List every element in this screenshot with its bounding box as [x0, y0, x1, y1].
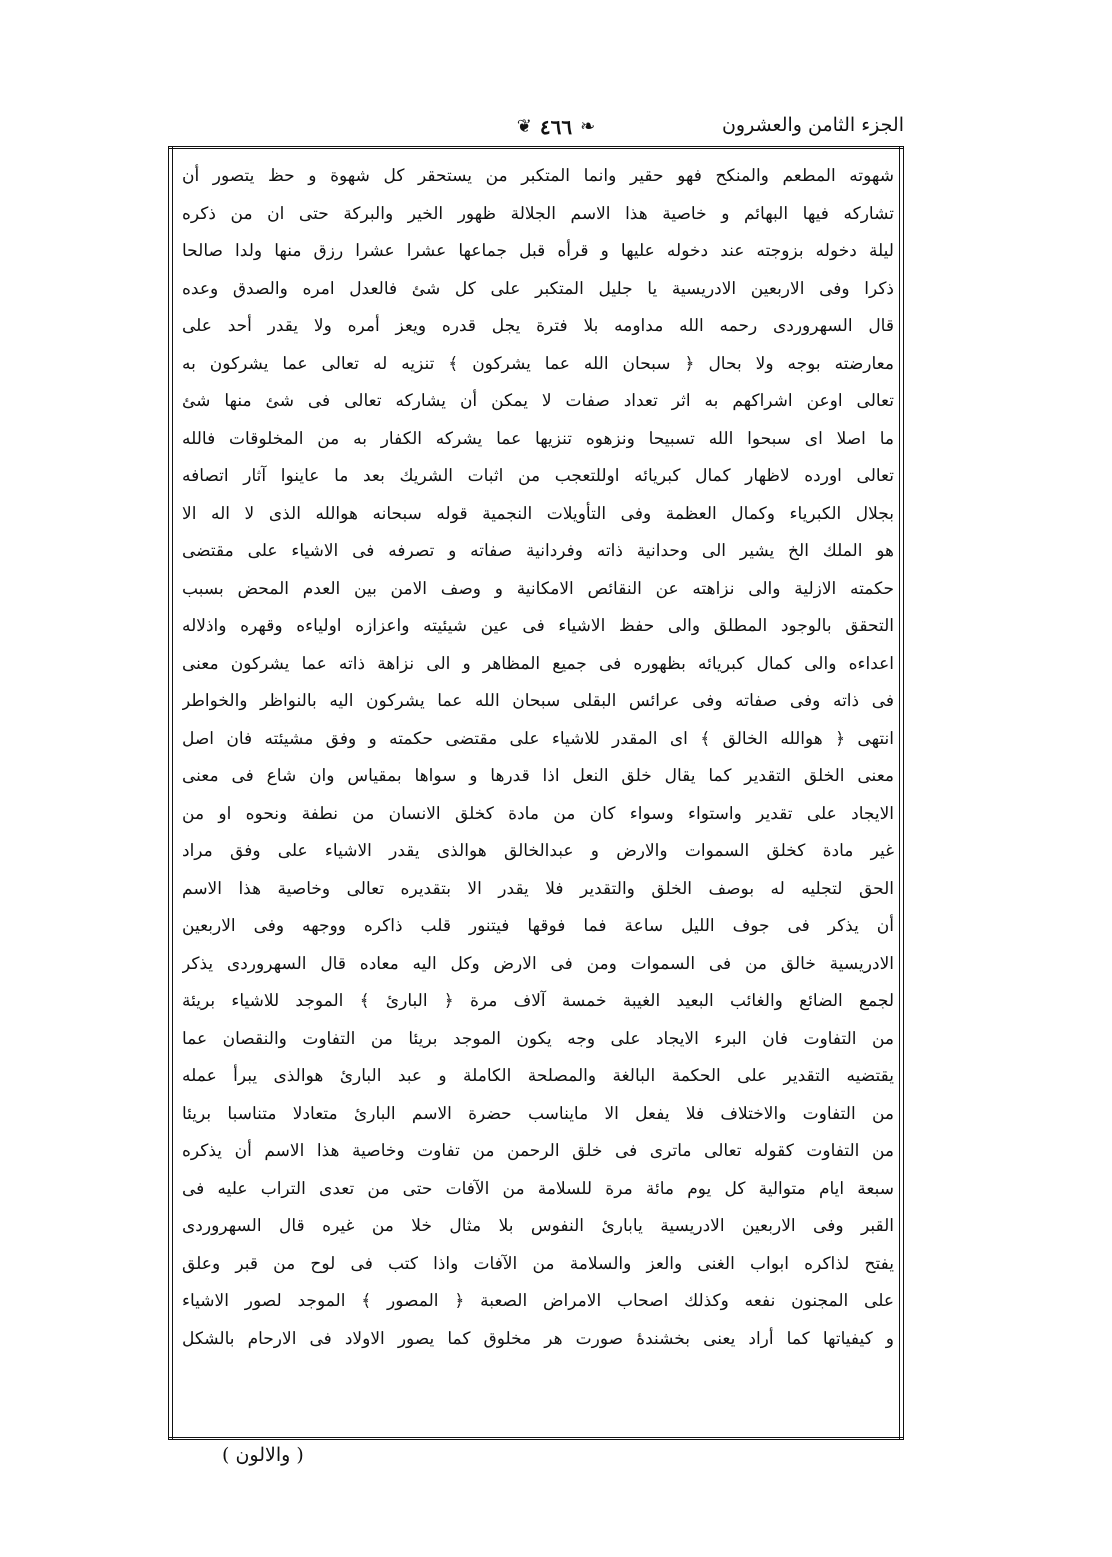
text-line: على المجنون نفعه وكذلك اصحاب الامراض الصعبة ﴿ المصور ﴾ الموجد لصور الاشياء — [182, 1291, 894, 1311]
catchword: ( والالون ) — [222, 1444, 304, 1466]
text-line: انتهى ﴿ هوالله الخالق ﴾ اى المقدر للاشياء على مقتضى حكمته و وفق مشيئته فان اصل — [182, 728, 894, 749]
text-line: غير مادة كخلق السموات والارض و عبدالخالق هوالذى يقدر الاشياء على وفق مراد — [182, 841, 894, 861]
text-line: شهوته المطعم والمنكح فهو حقير وانما المتكبر من يستحقر كل شهوة و حظ يتصور أن — [182, 166, 894, 186]
page-header — [168, 112, 904, 146]
text-line: الادريسية خالق من فى السموات ومن فى الارض وكل اليه معاده قال السهروردى يذكر — [182, 953, 894, 974]
text-line: ما اصلا اى سبحوا الله تسبيحا ونزهوه تنزيها عما يشركه الكفار به من المخلوقات فالله — [182, 428, 894, 449]
text-line: تعالى اوعن اشراكهم به اثر تعداد صفات لا يمكن أن يشاركه تعالى فى شئ منها شئ — [182, 391, 894, 411]
right-ornament-icon: ❧ — [580, 116, 596, 137]
left-double-rule — [168, 146, 173, 1440]
text-line: سبعة ايام متوالية كل يوم مائة مرة للسلامة من الآفات حتى من تعدى التراب عليه فى — [182, 1178, 894, 1199]
text-line: ذكرا وفى الاربعين الادريسية يا جليل المتكبر على كل شئ فالعدل امره والصدق وعده — [182, 278, 894, 299]
text-line: فى ذاته وفى صفاته وفى عرائس البقلى سبحان الله عما يشركون اليه بالنواظر والخواطر — [182, 691, 894, 711]
text-line: ليلة دخوله بزوجته عند دخوله عليها و قرأه قبل جماعها عشرا عشرا رزق منها ولدا صالحا — [182, 241, 894, 261]
text-line: من التفاوت والاختلاف فلا يفعل الا مايناسب حضرة الاسم البارئ متعادلا متناسبا بريئا — [182, 1103, 894, 1124]
text-line: يقتضيه التقدير على الحكمة البالغة والمصلحة الكاملة و عبد البارئ هوالذى يبرأ عمله — [182, 1066, 894, 1086]
left-ornament-icon: ❦ — [516, 116, 532, 137]
page-number-group — [486, 112, 626, 142]
text-line: من التفاوت فان البرء الايجاد على وجه يكون الموجد بريئا من التفاوت والنقصان عما — [182, 1028, 894, 1049]
text-line: و كيفياتها كما أراد يعنى بخشندهٔ صورت هر مخلوق كما يصور الاولاد فى الارحام بالشكل — [182, 1328, 894, 1349]
text-line: الايجاد على تقدير واستواء وسواء كان من مادة كخلق الانسان من نطفة ونحوه او من — [182, 803, 894, 824]
text-line: يفتح لذاكره ابواب الغنى والعز والسلامة من الآفات واذا كتب فى لوح من قبر وعلق — [182, 1253, 894, 1274]
text-line: التحقق بالوجود المطلق والى حفظ الاشياء فى عين شيئيته واعزازه اولياءه وقهره واذلاله — [182, 616, 894, 636]
text-line: من التفاوت كقوله تعالى ماترى فى خلق الرحمن من تفاوت وخاصية هذا الاسم أن يذكره — [182, 1141, 894, 1161]
text-line: هو الملك الخ يشير الى وحدانية ذاته وفردانية صفاته و تصرفه فى الاشياء على مقتضى — [182, 541, 894, 561]
text-line: القبر وفى الاربعين الادريسية يابارئ النفوس بلا مثال خلا من غيره قال السهروردى — [182, 1216, 894, 1236]
text-line: تعالى اورده لاظهار كمال كبريائه اوللتعجب من اثبات الشريك بعد ما عاينوا آثار اتصافه — [182, 466, 894, 486]
text-line: معارضته بوجه ولا بحال ﴿ سبحان الله عما يشركون ﴾ تنزيه له تعالى عما يشركون به — [182, 353, 894, 374]
text-line: الحق لتجليه له بوصف الخلق والتقدير فلا يقدر الا بتقديره تعالى وخاصية هذا الاسم — [182, 878, 894, 899]
body-text — [182, 158, 894, 1358]
text-line: أن يذكر فى جوف الليل ساعة فما فوقها فيتنور قلب ذاكره ووجهه وفى الاربعين — [182, 916, 894, 936]
text-line: بجلال الكبرياء وكمال العظمة وفى التأويلات النجمية قوله سبحانه هوالله الذى لا اله الا — [182, 503, 894, 524]
text-line: معنى الخلق التقدير كما يقال خلق النعل اذا قدرها و سواها بمقياس وان شاع فى معنى — [182, 766, 894, 786]
running-head-part-title: الجزء الثامن والعشرون — [721, 114, 904, 136]
page-number: ٤٦٦ — [539, 115, 573, 139]
right-double-rule — [899, 146, 904, 1440]
text-line: حكمته الازلية والى نزاهته عن النقائص الامكانية و وصف الامن بين العدم المحض بسبب — [182, 578, 894, 599]
text-line: قال السهروردى رحمه الله مداومه بلا فترة يجل قدره ويعز أمره ولا يقدر أحد على — [182, 316, 894, 336]
text-line: اعداءه والى كمال كبريائه بظهوره فى جميع المظاهر و الى نزاهة ذاته عما يشركون معنى — [182, 653, 894, 674]
text-line: لجمع الضائع والغائب البعيد الغيبة خمسة آلاف مرة ﴿ البارئ ﴾ الموجد للاشياء بريئة — [182, 991, 894, 1011]
text-line: تشاركه فيها البهائم و خاصية هذا الاسم الجلالة ظهور الخير والبركة حتى ان من ذكره — [182, 203, 894, 224]
